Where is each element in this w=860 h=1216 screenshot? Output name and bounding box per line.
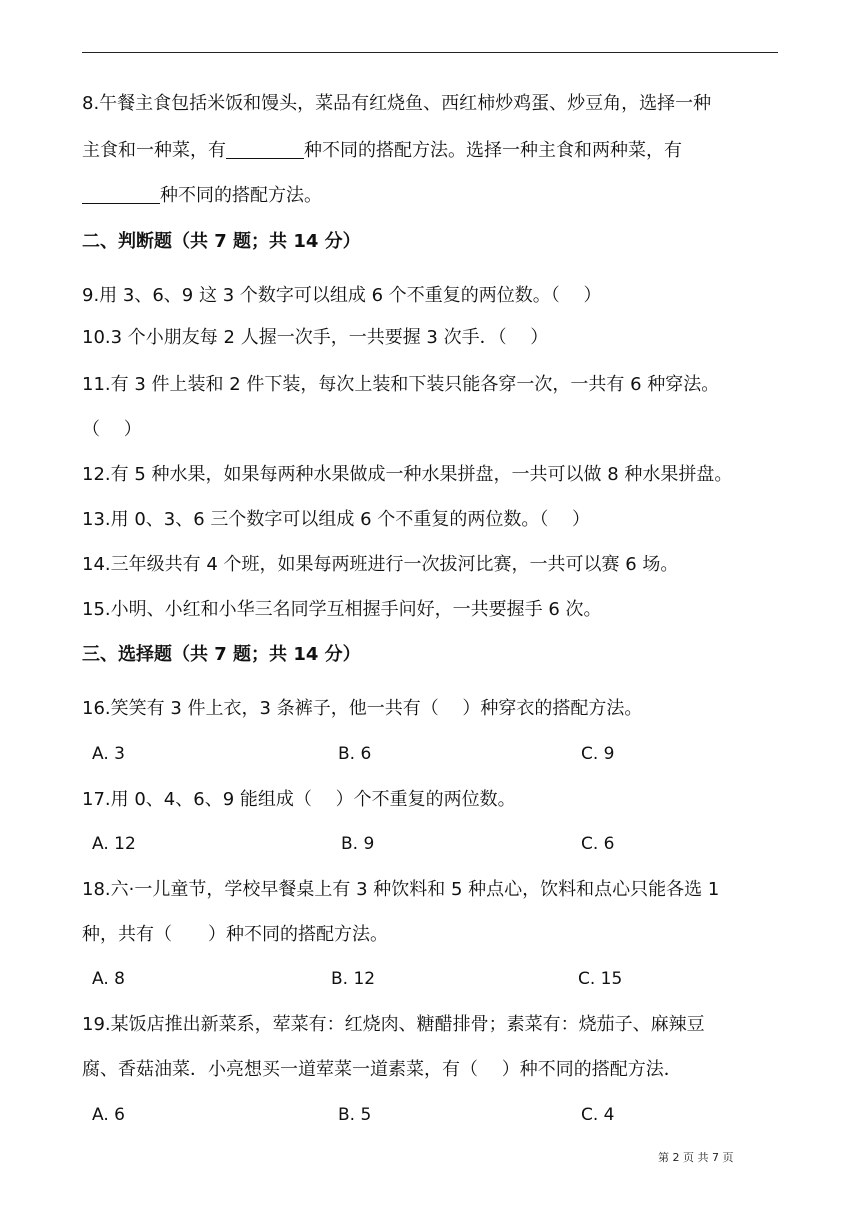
q16-option-b[interactable]: B. 6 <box>338 744 372 764</box>
question-16: 16.笑笑有 3 件上衣，3 条裤子，他一共有（ ）种穿衣的搭配方法。 <box>82 698 643 719</box>
q18-option-b[interactable]: B. 12 <box>331 969 376 989</box>
q8-line-3 <box>82 184 322 208</box>
question-18-line-1: 18.六·一儿童节，学校早餐桌上有 3 种饮料和 5 种点心，饮料和点心只能各选 1 <box>82 879 720 900</box>
q19-option-c[interactable]: C. 4 <box>581 1105 615 1125</box>
answer-blank-1[interactable] <box>226 140 304 159</box>
question-10: 10.3 个小朋友每 2 人握一次手，一共要握 3 次手．（ ） <box>82 327 549 348</box>
q17-option-b[interactable]: B. 9 <box>341 834 375 854</box>
q8-line-2 <box>82 139 682 163</box>
question-15: 15.小明、小红和小华三名同学互相握手问好，一共要握手 6 次。 <box>82 599 602 620</box>
answer-blank-2[interactable] <box>82 185 160 204</box>
q19-option-a[interactable]: A. 6 <box>92 1105 125 1125</box>
q17-option-a[interactable]: A. 12 <box>92 834 136 854</box>
q17-option-c[interactable]: C. 6 <box>581 834 615 854</box>
question-13: 13.用 0、3、6 三个数字可以组成 6 个不重复的两位数。（ ） <box>82 509 591 530</box>
question-11-paren: （ ） <box>82 419 142 440</box>
question-11: 11.有 3 件上装和 2 件下装，每次上装和下装只能各穿一次，一共有 6 种穿法。 <box>82 374 720 395</box>
q18-option-c[interactable]: C. 15 <box>578 969 623 989</box>
question-19-line-2: 腐、香菇油菜．小亮想买一道荤菜一道素菜，有（ ）种不同的搭配方法． <box>82 1059 682 1080</box>
q8-text-c: 种不同的搭配方法。 <box>160 185 322 206</box>
page-number: 第 2 页 共 7 页 <box>658 1151 734 1164</box>
q8-line-1: 8.午餐主食包括米饭和馒头，菜品有红烧鱼、西红柿炒鸡蛋、炒豆角，选择一种 <box>82 93 712 114</box>
question-18-line-2: 种，共有（ ）种不同的搭配方法。 <box>82 924 388 945</box>
q8-text-b: 种不同的搭配方法。选择一种主食和两种菜，有 <box>304 140 682 161</box>
question-12: 12.有 5 种水果，如果每两种水果做成一种水果拼盘，一共可以做 8 种水果拼盘。 <box>82 464 733 485</box>
q8-text-a: 主食和一种菜，有 <box>82 140 226 161</box>
q18-option-a[interactable]: A. 8 <box>92 969 125 989</box>
q16-option-c[interactable]: C. 9 <box>581 744 615 764</box>
header-rule <box>82 52 778 53</box>
q19-option-b[interactable]: B. 5 <box>338 1105 372 1125</box>
question-14: 14.三年级共有 4 个班，如果每两班进行一次拔河比赛，一共可以赛 6 场。 <box>82 554 679 575</box>
section-3-title: 三、选择题（共 7 题；共 14 分） <box>82 644 361 665</box>
question-17: 17.用 0、4、6、9 能组成（ ）个不重复的两位数。 <box>82 789 516 810</box>
question-9: 9.用 3、6、9 这 3 个数字可以组成 6 个不重复的两位数。（ ） <box>82 285 602 306</box>
section-2-title: 二、判断题（共 7 题；共 14 分） <box>82 231 361 252</box>
q16-option-a[interactable]: A. 3 <box>92 744 125 764</box>
question-19-line-1: 19.某饭店推出新菜系，荤菜有：红烧肉、糖醋排骨；素菜有：烧茄子、麻辣豆 <box>82 1014 705 1035</box>
